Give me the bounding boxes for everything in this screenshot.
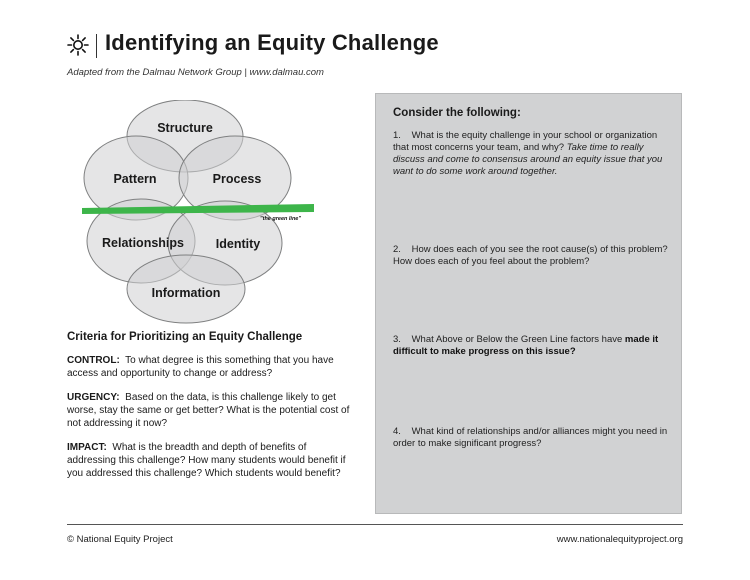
venn-diagram [78, 100, 318, 325]
criteria-impact-text: What is the breadth and depth of benefits of addressing this challenge? How many students would benefit if you addressed this challenge? Which students would benefit? [67, 442, 346, 479]
footer-divider [67, 524, 683, 525]
criteria-control-key: CONTROL: [67, 355, 120, 366]
criteria-section [67, 331, 352, 491]
question-1 [393, 130, 673, 178]
label-structure: Structure [157, 121, 213, 135]
criteria-urgency-text: Based on the data, is this challenge likely to get worse, stay the same or get better? What is the potential cost of not addressing it now? [67, 392, 350, 429]
criteria-impact [67, 441, 352, 480]
criteria-control-text: To what degree is this something that you have access and opportunity to change or address? [67, 355, 334, 379]
sun-icon [67, 34, 89, 56]
label-relationships: Relationships [102, 236, 184, 250]
question-2-number: 2. [393, 244, 401, 255]
question-1-number: 1. [393, 130, 401, 141]
page-title: Identifying an Equity Challenge [105, 30, 439, 55]
question-3-text: What Above or Below the Green Line factors have [411, 334, 623, 345]
consider-panel [375, 93, 682, 514]
footer-copyright: © National Equity Project [67, 534, 173, 545]
question-4-text: What kind of relationships and/or alliances might you need in order to make significant progress? [393, 426, 668, 449]
criteria-urgency-key: URGENCY: [67, 392, 120, 403]
question-2-text: How does each of you see the root cause(s) of this problem? How does each of you feel about the problem? [393, 244, 668, 267]
question-1-text: What is the equity challenge in your school or organization that most concerns your team, and why? [393, 130, 658, 153]
criteria-heading: Criteria for Prioritizing an Equity Challenge [67, 331, 303, 343]
question-4 [393, 426, 673, 450]
label-information: Information [151, 286, 221, 300]
footer-website-link[interactable]: www.nationalequityproject.org [556, 534, 683, 545]
title-divider [96, 34, 97, 58]
label-identity: Identity [215, 237, 261, 251]
label-process: Process [212, 172, 262, 186]
label-pattern: Pattern [113, 172, 157, 186]
criteria-control [67, 354, 352, 380]
question-2 [393, 244, 673, 268]
subtitle: Adapted from the Dalmau Network Group | www.dalmau.com [67, 67, 324, 78]
green-line-label: "the green line" [260, 216, 301, 222]
criteria-impact-key: IMPACT: [67, 442, 107, 453]
question-3 [393, 334, 673, 358]
question-3-emphasis: made it difficult to make progress on this issue? [393, 334, 659, 357]
consider-heading: Consider the following: [393, 107, 521, 119]
criteria-urgency [67, 391, 352, 430]
question-4-number: 4. [393, 426, 401, 437]
question-3-number: 3. [393, 334, 401, 345]
question-1-note: Take time to really discuss and come to consensus around an equity issue that you want to do some work around together. [393, 142, 663, 177]
